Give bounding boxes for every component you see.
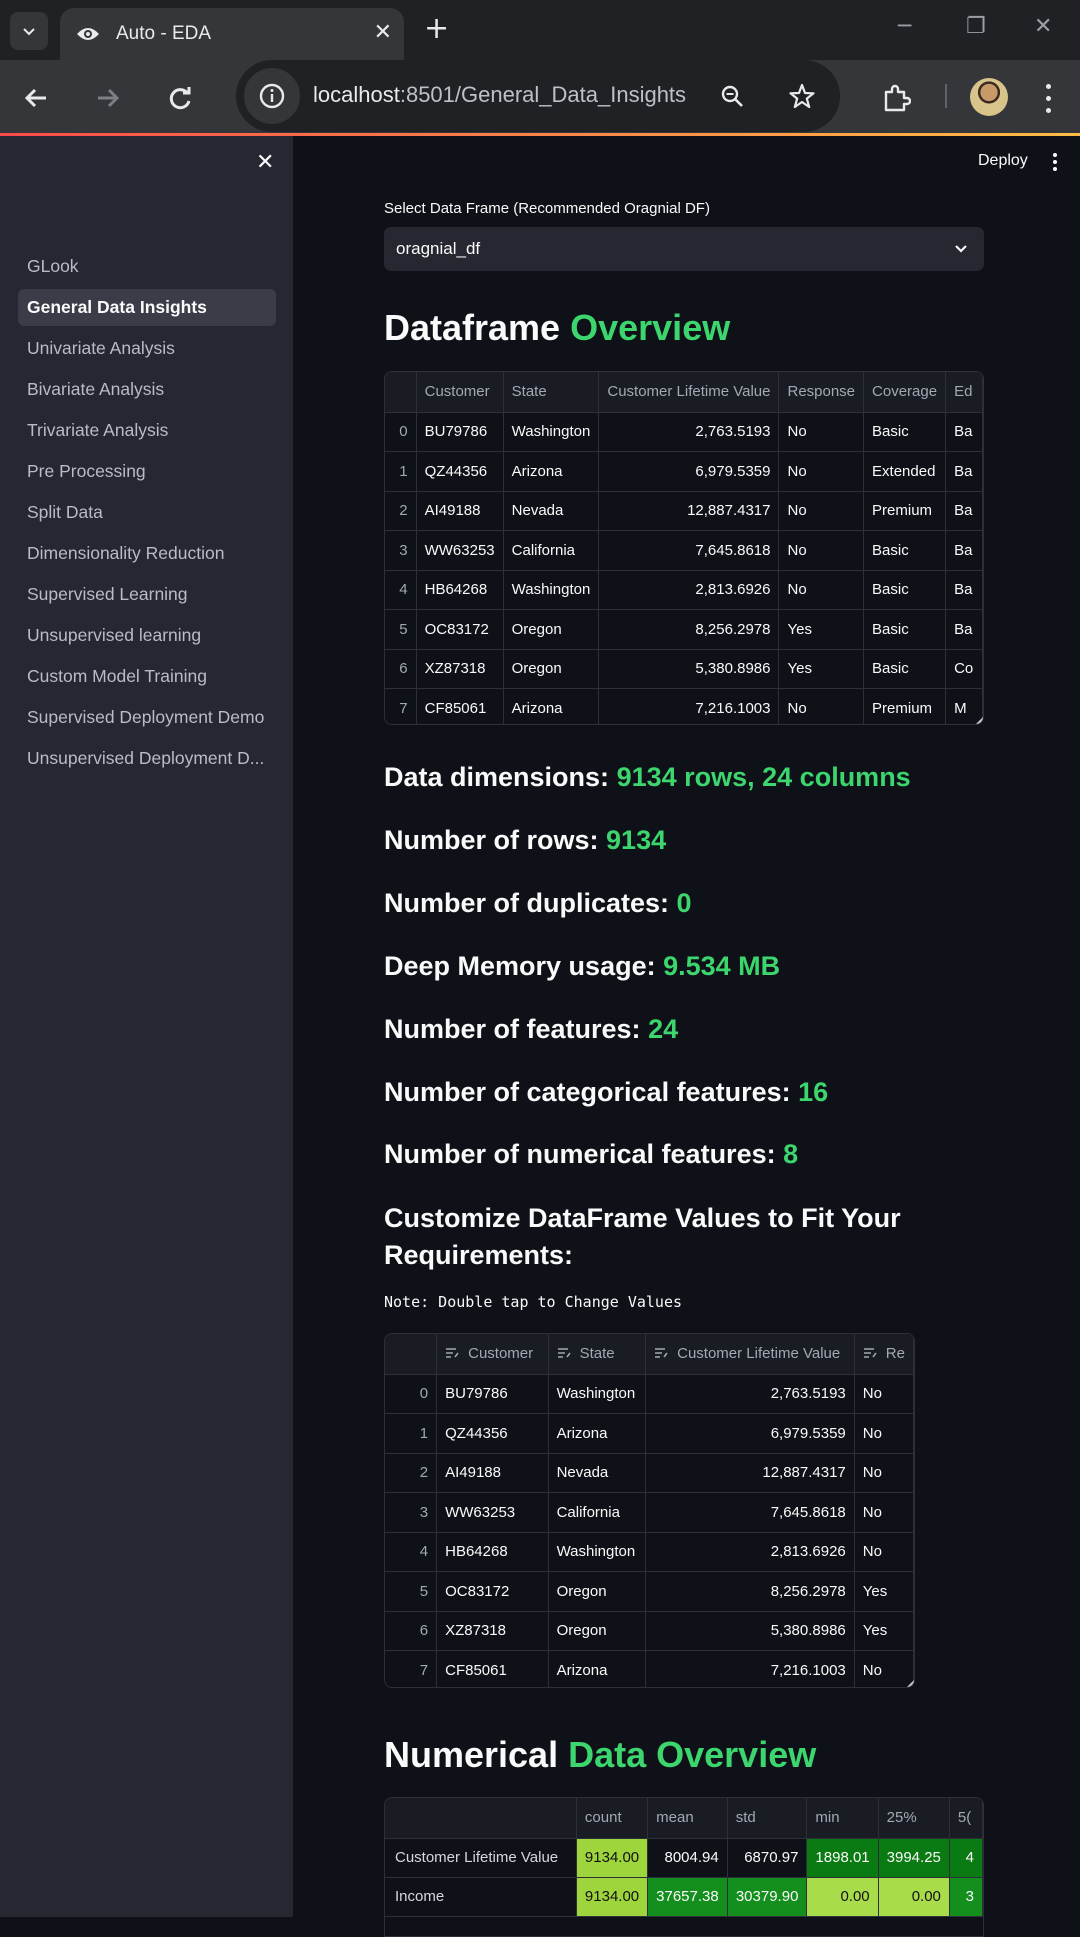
- table-cell[interactable]: Yes: [854, 1611, 913, 1651]
- chevron-down-icon: [21, 23, 37, 39]
- column-header[interactable]: Customer Lifetime Value: [599, 372, 779, 412]
- row-name: Income: [385, 1877, 576, 1916]
- row-index: 2: [385, 1453, 437, 1493]
- app-menu-icon[interactable]: [1051, 153, 1059, 171]
- table-cell[interactable]: California: [503, 531, 599, 571]
- table-cell[interactable]: Arizona: [548, 1651, 646, 1689]
- table-cell[interactable]: CF85061: [437, 1651, 548, 1689]
- table-cell[interactable]: 6,979.5359: [599, 452, 779, 492]
- stat-label: Data dimensions:: [384, 762, 610, 792]
- sidebar-item-glook[interactable]: GLook: [27, 256, 79, 276]
- minimize-icon[interactable]: ─: [898, 14, 912, 39]
- row-index: 3: [385, 1493, 437, 1533]
- table-cell[interactable]: No: [779, 412, 864, 452]
- column-header[interactable]: 5(: [949, 1798, 982, 1838]
- overview-heading: [384, 307, 730, 349]
- table-cell[interactable]: No: [854, 1453, 913, 1493]
- column-header[interactable]: [437, 1334, 548, 1374]
- overview-header-row: [385, 372, 983, 412]
- table-cell[interactable]: Ba: [946, 531, 983, 571]
- row-index: 3: [385, 531, 416, 571]
- table-cell[interactable]: Yes: [779, 610, 864, 650]
- table-row: [385, 1611, 914, 1651]
- row-index: 7: [385, 1651, 437, 1689]
- table-cell[interactable]: CF85061: [416, 689, 503, 726]
- bookmark-star-icon[interactable]: [786, 80, 818, 112]
- table-cell[interactable]: QZ44356: [416, 452, 503, 492]
- table-cell[interactable]: No: [779, 570, 864, 610]
- text-column-icon: [445, 1347, 460, 1359]
- column-header[interactable]: Customer: [416, 372, 503, 412]
- stat-label: Number of numerical features:: [384, 1139, 776, 1169]
- stat-data-dimensions: [384, 762, 911, 793]
- table-cell[interactable]: No: [854, 1414, 913, 1454]
- table-cell[interactable]: Co: [946, 649, 983, 689]
- table-cell[interactable]: HB64268: [437, 1532, 548, 1572]
- tab-close-icon[interactable]: ✕: [373, 20, 392, 45]
- table-cell[interactable]: 8,256.2978: [646, 1572, 855, 1612]
- table-cell[interactable]: Nevada: [503, 491, 599, 531]
- table-row: [385, 649, 983, 689]
- table-row: [385, 1838, 983, 1877]
- row-index: 6: [385, 1611, 437, 1651]
- table-cell[interactable]: QZ44356: [437, 1414, 548, 1454]
- table-cell[interactable]: Oregon: [548, 1611, 646, 1651]
- address-bar[interactable]: [236, 60, 840, 132]
- browser-menu-icon[interactable]: [1038, 80, 1058, 116]
- resize-handle[interactable]: [976, 717, 983, 724]
- column-header-label: Re: [885, 1345, 905, 1363]
- eye-icon: [76, 22, 100, 46]
- dataframe-select-value: oragnial_df: [396, 239, 481, 258]
- table-cell[interactable]: 7,216.1003: [646, 1651, 855, 1689]
- customize-heading-line1: Customize DataFrame Values to Fit Your: [384, 1203, 901, 1233]
- stat-value: 8: [783, 1139, 799, 1169]
- table-cell[interactable]: XZ87318: [416, 649, 503, 689]
- sidebar-item-unsupervised-learning[interactable]: Unsupervised learning: [27, 625, 202, 645]
- row-index: 2: [385, 491, 416, 531]
- table-row: [385, 412, 983, 452]
- row-index: 4: [385, 570, 416, 610]
- table-cell[interactable]: Basic: [864, 610, 946, 650]
- table-cell[interactable]: 4: [949, 1838, 982, 1877]
- table-cell[interactable]: Oregon: [548, 1572, 646, 1612]
- overview-table: [385, 372, 983, 725]
- table-cell[interactable]: 2,813.6926: [599, 570, 779, 610]
- table-cell[interactable]: 6870.97: [727, 1838, 807, 1877]
- customize-heading-line2: Requirements:: [384, 1240, 574, 1270]
- table-cell[interactable]: Nevada: [548, 1453, 646, 1493]
- stat-value: 9134 rows, 24 columns: [616, 762, 911, 792]
- table-cell[interactable]: Oregon: [503, 649, 599, 689]
- table-cell[interactable]: BU79786: [416, 412, 503, 452]
- table-cell[interactable]: No: [854, 1493, 913, 1533]
- table-cell[interactable]: No: [779, 452, 864, 492]
- forward-icon[interactable]: [88, 78, 128, 118]
- back-icon[interactable]: [16, 78, 56, 118]
- row-index: 5: [385, 1572, 437, 1612]
- table-cell[interactable]: 6,979.5359: [646, 1414, 855, 1454]
- table-cell[interactable]: OC83172: [416, 610, 503, 650]
- table-cell[interactable]: 5,380.8986: [646, 1611, 855, 1651]
- table-cell[interactable]: Yes: [779, 649, 864, 689]
- table-cell[interactable]: 37657.38: [648, 1877, 728, 1916]
- column-header-label: State: [579, 1345, 615, 1363]
- table-cell[interactable]: Arizona: [503, 452, 599, 492]
- dataframe-select[interactable]: [384, 227, 984, 271]
- text-column-icon: [557, 1347, 572, 1359]
- row-name: Customer Lifetime Value: [385, 1838, 576, 1877]
- row-index: 1: [385, 1414, 437, 1454]
- table-cell[interactable]: 9134.00: [576, 1838, 647, 1877]
- numerical-summary-table[interactable]: [384, 1797, 984, 1937]
- sidebar-close-icon[interactable]: ✕: [256, 150, 275, 175]
- table-cell[interactable]: BU79786: [437, 1374, 548, 1414]
- stat-label: Number of features:: [384, 1014, 641, 1044]
- table-row: [385, 491, 983, 531]
- table-cell[interactable]: 3994.25: [878, 1838, 949, 1877]
- index-header: [385, 372, 416, 412]
- table-cell[interactable]: 2,763.5193: [646, 1374, 855, 1414]
- sidebar-item-trivariate-analysis[interactable]: Trivariate Analysis: [27, 420, 169, 440]
- reload-icon[interactable]: [160, 78, 200, 118]
- row-index: 0: [385, 1374, 437, 1414]
- sidebar-item-dimensionality-reduction[interactable]: Dimensionality Reduction: [27, 543, 225, 563]
- table-cell[interactable]: 7,216.1003: [599, 689, 779, 726]
- table-cell[interactable]: Premium: [864, 491, 946, 531]
- overview-dataframe[interactable]: [384, 371, 984, 725]
- profile-avatar[interactable]: [970, 78, 1008, 116]
- dataframe-select-label: Select Data Frame (Recommended Oragnial DF): [384, 200, 710, 217]
- numerical-table: [385, 1798, 983, 1917]
- table-cell[interactable]: No: [779, 531, 864, 571]
- row-index: 6: [385, 649, 416, 689]
- table-cell[interactable]: Basic: [864, 531, 946, 571]
- column-header-label: Customer Lifetime Value: [677, 1345, 841, 1363]
- stat-label: Deep Memory usage:: [384, 951, 656, 981]
- sidebar-item-univariate-analysis[interactable]: Univariate Analysis: [27, 338, 175, 358]
- overview-heading-part1: Dataframe: [384, 307, 561, 348]
- numerical-heading: [384, 1734, 816, 1776]
- restore-icon[interactable]: ❐: [966, 14, 986, 39]
- table-row: [385, 1493, 914, 1533]
- tab-search-button[interactable]: [10, 12, 48, 50]
- column-header[interactable]: min: [807, 1798, 878, 1838]
- column-header[interactable]: [646, 1334, 855, 1374]
- table-cell[interactable]: Washington: [548, 1374, 646, 1414]
- table-cell[interactable]: XZ87318: [437, 1611, 548, 1651]
- numerical-header-row: [385, 1798, 983, 1838]
- numerical-heading-part1: Numerical: [384, 1734, 559, 1775]
- row-index: 1: [385, 452, 416, 492]
- sidebar-item-supervised-learning[interactable]: Supervised Learning: [27, 584, 188, 604]
- resize-handle[interactable]: [907, 1680, 914, 1687]
- zoom-icon[interactable]: [716, 80, 748, 112]
- table-row: [385, 452, 983, 492]
- table-cell[interactable]: No: [854, 1532, 913, 1572]
- stat-value: 0: [676, 888, 692, 918]
- stat-label: Number of categorical features:: [384, 1077, 791, 1107]
- stat-value: 24: [648, 1014, 679, 1044]
- stat-number-of-rows: [384, 825, 666, 856]
- row-index: 5: [385, 610, 416, 650]
- table-cell[interactable]: Yes: [854, 1572, 913, 1612]
- table-cell[interactable]: HB64268: [416, 570, 503, 610]
- table-cell[interactable]: M: [946, 689, 983, 726]
- row-index: 4: [385, 1532, 437, 1572]
- sidebar: [0, 136, 293, 1917]
- column-header[interactable]: count: [576, 1798, 647, 1838]
- table-row: [385, 1414, 914, 1454]
- table-cell[interactable]: 12,887.4317: [599, 491, 779, 531]
- table-cell[interactable]: 8,256.2978: [599, 610, 779, 650]
- table-cell[interactable]: Ba: [946, 452, 983, 492]
- customize-heading: [384, 1200, 901, 1274]
- table-row: [385, 1453, 914, 1493]
- column-header[interactable]: Ed: [946, 372, 983, 412]
- table-cell[interactable]: Ba: [946, 491, 983, 531]
- table-cell[interactable]: WW63253: [437, 1493, 548, 1533]
- editable-table: [385, 1334, 914, 1688]
- column-header[interactable]: [548, 1334, 646, 1374]
- sidebar-item-supervised-deployment-demo[interactable]: Supervised Deployment Demo: [27, 707, 265, 727]
- customize-note: Note: Double tap to Change Values: [384, 1293, 683, 1311]
- table-cell[interactable]: 0.00: [807, 1877, 878, 1916]
- table-cell[interactable]: 1898.01: [807, 1838, 878, 1877]
- column-header[interactable]: Response: [779, 372, 864, 412]
- table-cell[interactable]: Ba: [946, 412, 983, 452]
- table-cell[interactable]: California: [548, 1493, 646, 1533]
- stat-label: Number of duplicates:: [384, 888, 670, 918]
- browser-tab[interactable]: [60, 8, 404, 60]
- table-row: [385, 570, 983, 610]
- table-cell[interactable]: No: [854, 1374, 913, 1414]
- editable-dataframe[interactable]: [384, 1333, 915, 1688]
- stat-label: Number of rows:: [384, 825, 599, 855]
- table-cell[interactable]: 30379.90: [727, 1877, 807, 1916]
- stat-categorical-features: [384, 1077, 828, 1108]
- table-cell[interactable]: Arizona: [548, 1414, 646, 1454]
- table-cell[interactable]: 2,813.6926: [646, 1532, 855, 1572]
- table-cell[interactable]: Washington: [503, 412, 599, 452]
- table-cell[interactable]: 5,380.8986: [599, 649, 779, 689]
- table-cell[interactable]: Basic: [864, 649, 946, 689]
- table-cell[interactable]: Basic: [864, 412, 946, 452]
- sidebar-item-bivariate-analysis[interactable]: Bivariate Analysis: [27, 379, 165, 399]
- column-header[interactable]: Coverage: [864, 372, 946, 412]
- table-cell[interactable]: Washington: [548, 1532, 646, 1572]
- table-row: [385, 689, 983, 726]
- toolbar-separator: [945, 84, 947, 108]
- stat-number-of-duplicates: [384, 888, 692, 919]
- table-row: [385, 1651, 914, 1689]
- chevron-down-icon: [952, 239, 970, 257]
- text-column-icon: [863, 1347, 878, 1359]
- sidebar-item-general-data-insights[interactable]: General Data Insights: [18, 289, 276, 326]
- table-row: [385, 1572, 914, 1612]
- table-cell[interactable]: No: [779, 491, 864, 531]
- stat-numerical-features: [384, 1139, 798, 1170]
- extensions-icon[interactable]: [876, 78, 916, 118]
- row-index: 7: [385, 689, 416, 726]
- table-row: [385, 610, 983, 650]
- table-cell[interactable]: 7,645.8618: [646, 1493, 855, 1533]
- sidebar-item-custom-model-training[interactable]: Custom Model Training: [27, 666, 207, 686]
- site-info-icon[interactable]: [244, 68, 300, 124]
- url-text[interactable]: [313, 82, 686, 108]
- table-cell[interactable]: Ba: [946, 570, 983, 610]
- sidebar-nav: [18, 248, 276, 781]
- column-header[interactable]: 25%: [878, 1798, 949, 1838]
- text-column-icon: [654, 1347, 669, 1359]
- stat-number-of-features: [384, 1014, 678, 1045]
- table-cell[interactable]: 12,887.4317: [646, 1453, 855, 1493]
- url-host: localhost: [313, 82, 400, 107]
- browser-toolbar: [0, 60, 1080, 136]
- table-cell[interactable]: OC83172: [437, 1572, 548, 1612]
- stat-value: 9.534 MB: [663, 951, 781, 981]
- column-header[interactable]: [854, 1334, 913, 1374]
- table-cell[interactable]: Arizona: [503, 689, 599, 726]
- table-cell[interactable]: AI49188: [416, 491, 503, 531]
- deploy-button[interactable]: Deploy: [978, 152, 1028, 169]
- overview-heading-part2: Overview: [570, 307, 731, 348]
- table-cell[interactable]: AI49188: [437, 1453, 548, 1493]
- table-cell[interactable]: Ba: [946, 610, 983, 650]
- new-tab-icon[interactable]: +: [424, 11, 450, 46]
- table-row: [385, 531, 983, 571]
- table-cell[interactable]: WW63253: [416, 531, 503, 571]
- editable-header-row: [385, 1334, 914, 1374]
- table-cell[interactable]: 7,645.8618: [599, 531, 779, 571]
- column-header[interactable]: std: [727, 1798, 807, 1838]
- sidebar-item-split-data[interactable]: Split Data: [27, 502, 103, 522]
- sidebar-item-unsupervised-deployment-demo[interactable]: Unsupervised Deployment D...: [27, 748, 265, 768]
- table-cell[interactable]: 8004.94: [648, 1838, 728, 1877]
- table-cell[interactable]: Washington: [503, 570, 599, 610]
- url-path: :8501/General_Data_Insights: [399, 82, 687, 107]
- row-name-header: [385, 1798, 576, 1838]
- sidebar-item-pre-processing[interactable]: Pre Processing: [27, 461, 146, 481]
- table-cell[interactable]: No: [854, 1651, 913, 1689]
- table-cell[interactable]: 9134.00: [576, 1877, 647, 1916]
- stat-value: 9134: [606, 825, 667, 855]
- table-cell[interactable]: Extended: [864, 452, 946, 492]
- table-cell[interactable]: Oregon: [503, 610, 599, 650]
- table-cell[interactable]: No: [779, 689, 864, 726]
- stat-value: 16: [798, 1077, 829, 1107]
- table-cell[interactable]: 3: [949, 1877, 982, 1916]
- column-header[interactable]: mean: [648, 1798, 728, 1838]
- table-row: [385, 1877, 983, 1916]
- table-cell[interactable]: Premium: [864, 689, 946, 726]
- table-cell[interactable]: Basic: [864, 570, 946, 610]
- row-index: 0: [385, 412, 416, 452]
- numerical-heading-part2: Data Overview: [568, 1734, 817, 1775]
- window-close-icon[interactable]: ✕: [1034, 14, 1053, 39]
- table-row: [385, 1374, 914, 1414]
- index-header: [385, 1334, 437, 1374]
- table-cell[interactable]: 0.00: [878, 1877, 949, 1916]
- column-header-label: Customer: [468, 1345, 534, 1363]
- tab-title: Auto - EDA: [116, 23, 212, 44]
- stat-deep-memory-usage: [384, 951, 780, 982]
- table-row: [385, 1532, 914, 1572]
- column-header[interactable]: State: [503, 372, 599, 412]
- table-cell[interactable]: 2,763.5193: [599, 412, 779, 452]
- browser-tabbar: [0, 0, 1080, 60]
